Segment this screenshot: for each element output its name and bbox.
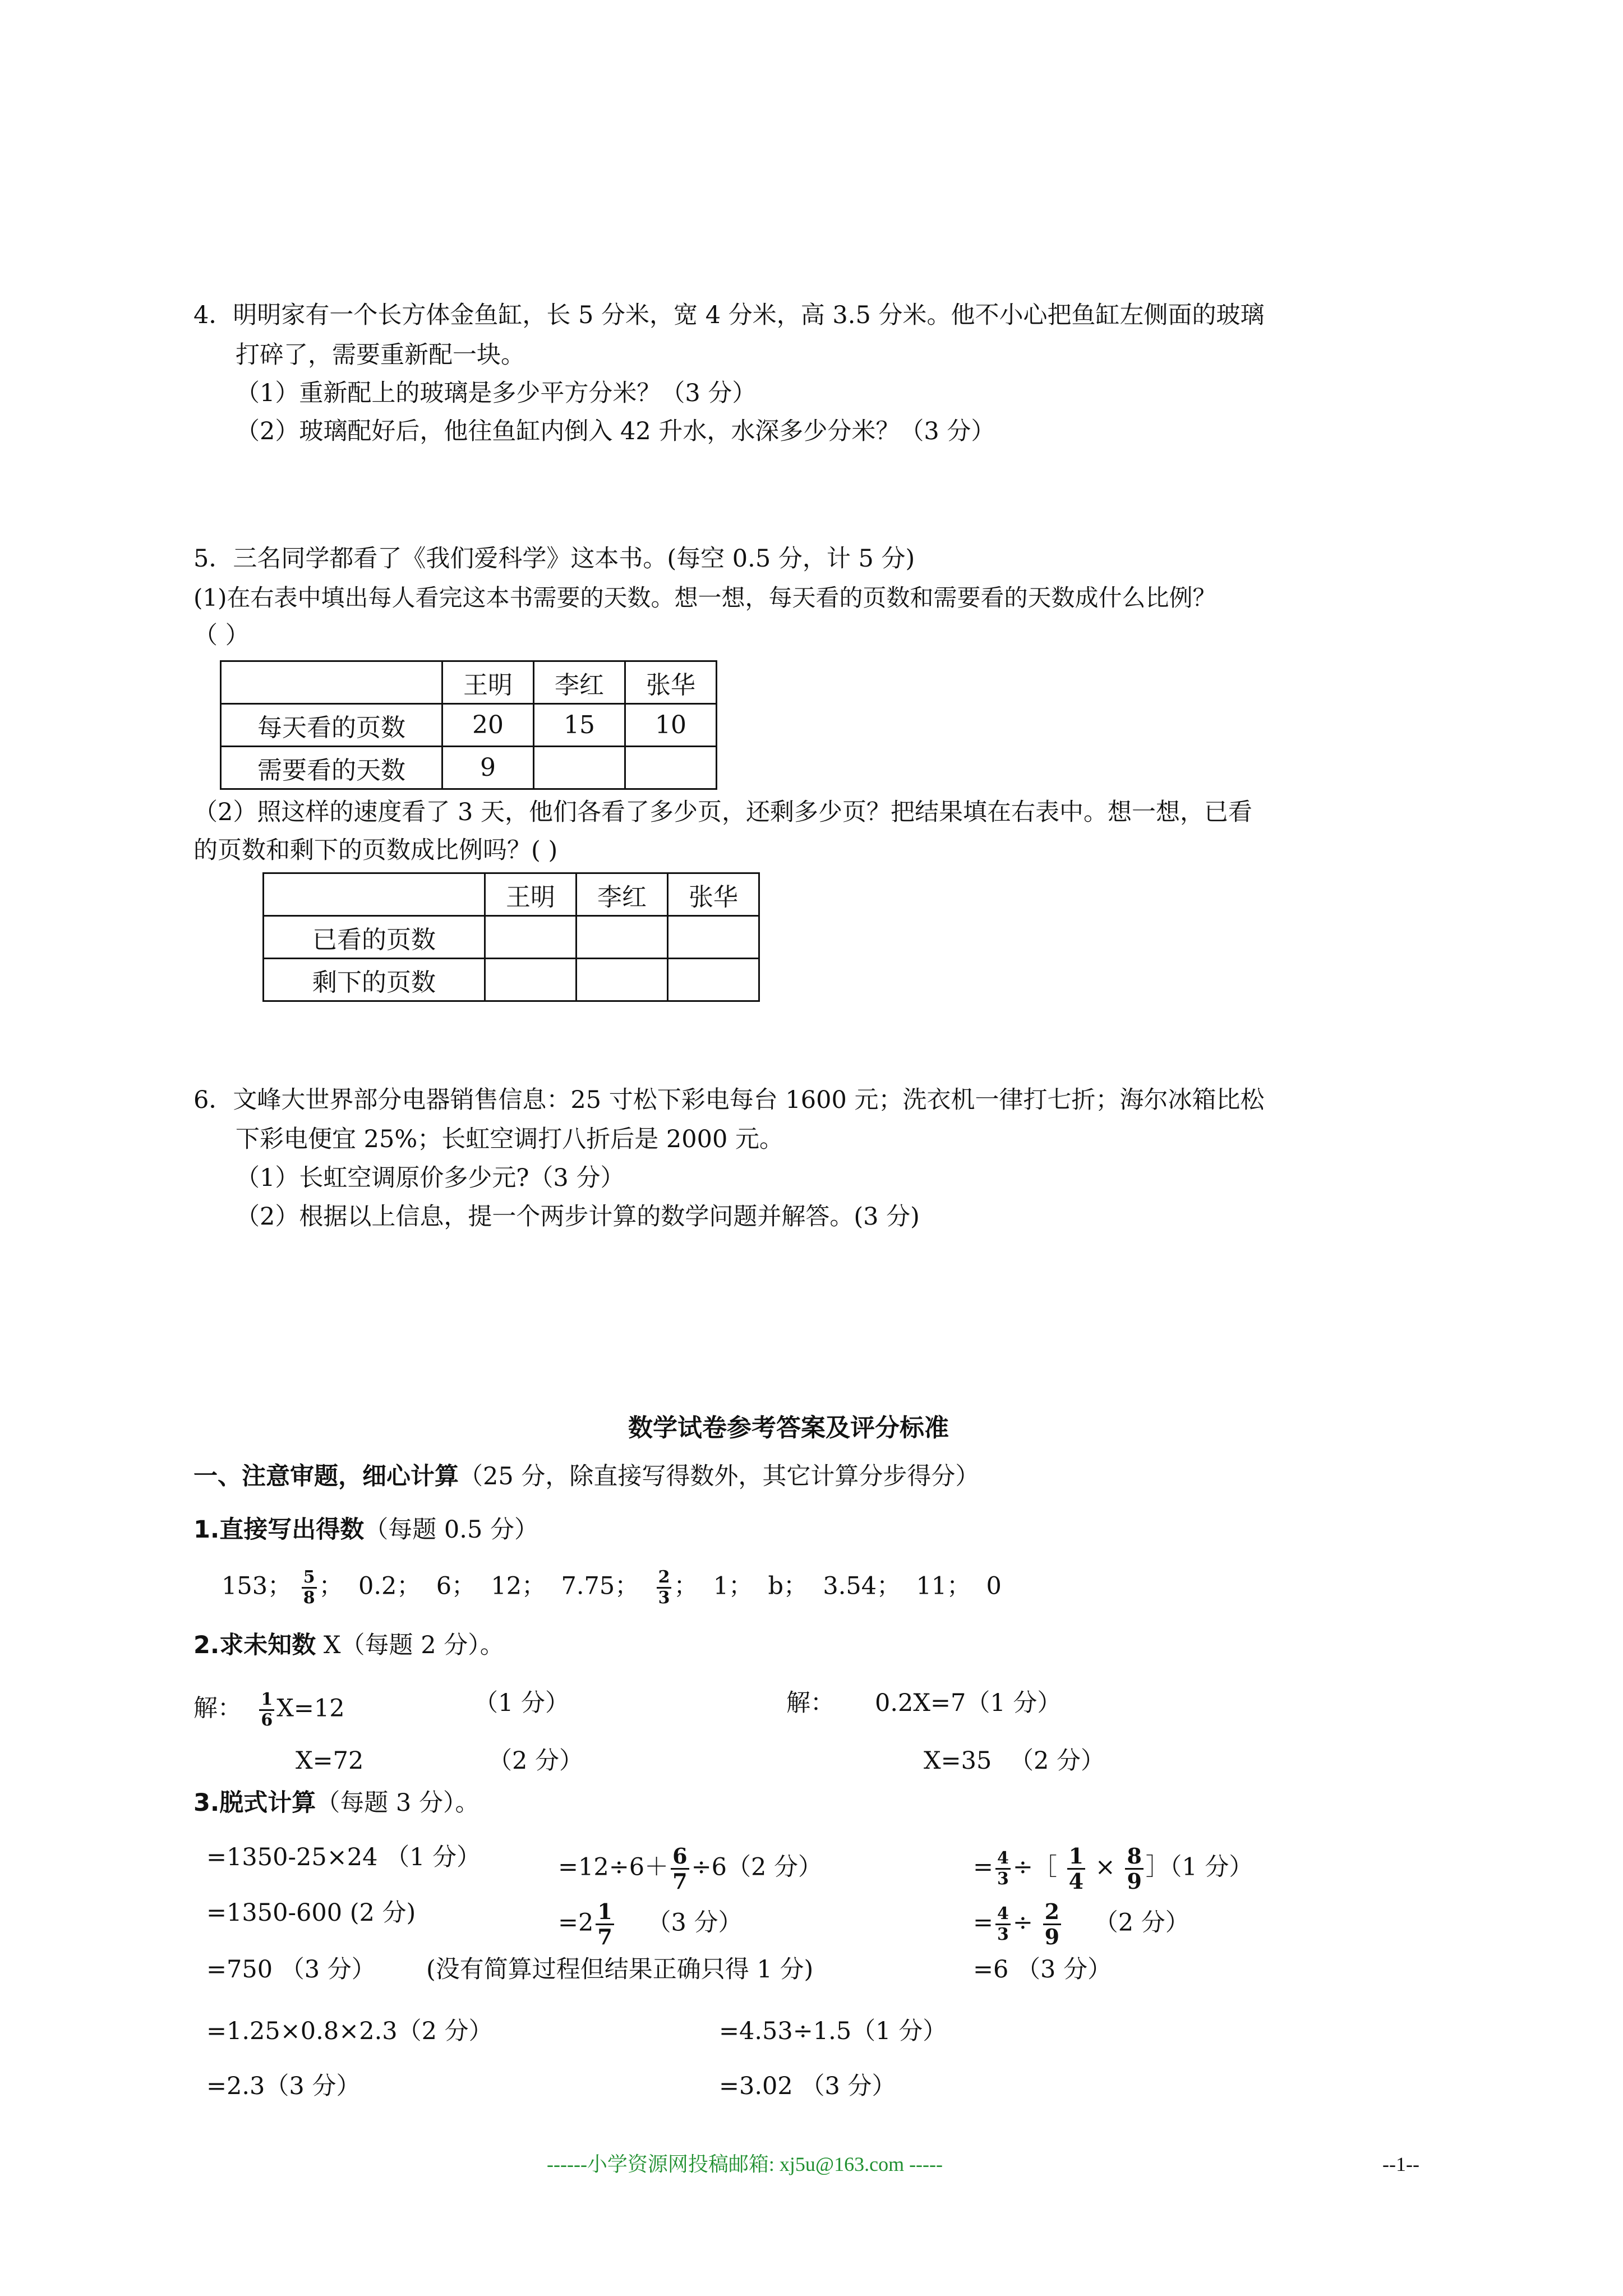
p2-solve2: 解： xyxy=(786,1689,834,1717)
answer-item: b； xyxy=(768,1572,808,1600)
table-cell: 9 xyxy=(442,747,534,789)
p1-heading xyxy=(193,1518,538,1542)
p1-answers xyxy=(222,1569,1002,1607)
answer-item: 153； xyxy=(222,1572,292,1600)
q6-sub2: （2）根据以上信息，提一个两步计算的数学问题并解答。(3 分) xyxy=(236,1203,920,1231)
fraction-1-7: $\frac{1}{7}$ xyxy=(596,1901,614,1948)
p2-answer1: X=72 xyxy=(296,1747,364,1775)
table-cell: 已看的页数 xyxy=(264,916,485,959)
table-cell[interactable] xyxy=(485,959,577,1001)
q4-line1: 4．明明家有一个长方体金鱼缸，长 5 分米，宽 4 分米，高 3.5 分米。他不小心把鱼缸左侧面的玻璃 xyxy=(193,301,1265,329)
section1-heading xyxy=(193,1462,980,1490)
fraction-1-6: $\frac{1}{6}$ xyxy=(259,1691,274,1729)
answer-item: 3.54； xyxy=(823,1572,901,1600)
answer-item: 0.2； xyxy=(358,1572,421,1600)
p3-heading xyxy=(193,1791,479,1815)
p2-eq1-score: （1 分） xyxy=(474,1689,570,1717)
answer-item: 12； xyxy=(491,1572,546,1600)
p3-head: 3.脱式计算 xyxy=(193,1789,316,1817)
table-cell[interactable] xyxy=(625,747,717,789)
table-cell[interactable] xyxy=(485,916,577,959)
table-header-cell: 王明 xyxy=(442,661,534,704)
p2-equation1: 解： $\frac{1}{6}$ X=12 xyxy=(193,1690,345,1730)
q5-part2-line1: （2）照这样的速度看了 3 天，他们各看了多少页，还剩多少页？把结果填在右表中。想一想，已看 xyxy=(193,798,1253,826)
section1-note: （25 分，除直接写得数外，其它计算分步得分） xyxy=(459,1462,980,1490)
answer-item: 1； xyxy=(713,1572,753,1600)
table-cell[interactable] xyxy=(668,916,759,959)
p2-ans1-score: （2 分） xyxy=(488,1747,584,1775)
table-row xyxy=(264,916,759,959)
table-row xyxy=(221,704,717,747)
q5-table2 xyxy=(262,872,760,1002)
q4-line2: 打碎了，需要重新配一块。 xyxy=(236,341,525,369)
table-row xyxy=(264,959,759,1001)
q5-line1: 5．三名同学都看了《我们爱科学》这本书。(每空 0.5 分，计 5 分) xyxy=(193,545,915,573)
calc4-line1: =1.25×0.8×2.3（2 分） xyxy=(206,2017,493,2045)
table-cell[interactable] xyxy=(534,747,625,789)
q6-line1: 6．文峰大世界部分电器销售信息：25 寸松下彩电每台 1600 元；洗衣机一律打七折；海尔冰箱比松 xyxy=(193,1086,1265,1114)
answer-item: 7.75； xyxy=(561,1572,639,1600)
table-cell[interactable] xyxy=(577,959,668,1001)
page-number: --1-- xyxy=(1382,2153,1419,2175)
fraction-2-9: $\frac{2}{9}$ xyxy=(1043,1901,1061,1948)
p2-answer2: X=35 xyxy=(924,1747,992,1775)
p3-note: （每题 3 分）。 xyxy=(316,1789,479,1817)
calc1-line1: =1350-25×24 （1 分） xyxy=(206,1843,481,1871)
calc5-line1: =4.53÷1.5（1 分） xyxy=(719,2017,947,2045)
calc1-line3: =750 （3 分） xyxy=(206,1955,376,1984)
answer-item: ； xyxy=(674,1572,698,1600)
footer-text: ------小学资源网投稿邮箱: xj5u@163.com ----- xyxy=(547,2153,943,2175)
table-cell[interactable] xyxy=(577,916,668,959)
table-cell[interactable] xyxy=(668,959,759,1001)
answer-item: ； xyxy=(319,1572,343,1600)
p2-ans2-score: （2 分） xyxy=(1009,1747,1105,1775)
p2-equation2: 0.2X=7（1 分） xyxy=(875,1689,1062,1717)
fraction-1-4: $\frac{1}{4}$ xyxy=(1067,1846,1085,1892)
p2-note: X（每题 2 分）。 xyxy=(316,1631,504,1659)
q6-line2: 下彩电便宜 25%；长虹空调打八折后是 2000 元。 xyxy=(236,1125,784,1153)
q5-part1-blank: （ ） xyxy=(193,622,250,650)
table-header-cell: 张华 xyxy=(668,873,759,916)
q5-part2-line2: 的页数和剩下的页数成比例吗？( ) xyxy=(193,836,558,864)
calc2-line2: =2 $\frac{1}{7}$ （3 分） xyxy=(558,1899,743,1949)
table-header-cell: 张华 xyxy=(625,661,717,704)
table-cell: 需要看的天数 xyxy=(221,747,442,789)
q6-sub1: （1）长虹空调原价多少元?（3 分） xyxy=(236,1164,625,1192)
calc3-line3: =6 （3 分） xyxy=(973,1955,1112,1984)
table-cell: 15 xyxy=(534,704,625,747)
answer-item: 6； xyxy=(436,1572,476,1600)
fraction-4-3: $\frac{4}{3}$ xyxy=(995,1850,1011,1888)
q5-table1 xyxy=(220,660,717,790)
table-header-cell xyxy=(221,661,442,704)
table-header-cell: 李红 xyxy=(534,661,625,704)
p1-note: （每题 0.5 分） xyxy=(364,1516,538,1544)
p2-head: 2.求未知数 xyxy=(193,1631,316,1659)
answer-item: 11； xyxy=(916,1572,971,1600)
fraction-2-3: $\frac{2}{3}$ xyxy=(657,1569,672,1607)
answers-title: 数学试卷参考答案及评分标准 xyxy=(628,1414,949,1442)
calc1-line2: =1350-600 (2 分) xyxy=(206,1899,416,1927)
fraction-5-8: $\frac{5}{8}$ xyxy=(302,1569,317,1607)
answer-item: 0 xyxy=(986,1572,1002,1600)
calc5-line2: =3.02 （3 分） xyxy=(719,2072,896,2100)
table-header-cell: 李红 xyxy=(577,873,668,916)
p1-head: 1.直接写出得数 xyxy=(193,1516,365,1544)
calc1-note: (没有简算过程但结果正确只得 1 分) xyxy=(426,1955,814,1984)
fraction-8-9: $\frac{8}{9}$ xyxy=(1125,1846,1143,1892)
q5-part1-text: (1)在右表中填出每人看完这本书需要的天数。想一想，每天看的页数和需要看的天数成什么比例？ xyxy=(193,584,1216,611)
q4-sub2: （2）玻璃配好后，他往鱼缸内倒入 42 升水，水深多少分米？（3 分） xyxy=(236,417,995,445)
table-cell: 10 xyxy=(625,704,717,747)
table-cell: 剩下的页数 xyxy=(264,959,485,1001)
calc2-line1: =12÷6＋ $\frac{6}{7}$ ÷6（2 分） xyxy=(558,1843,823,1894)
table-header-cell: 王明 xyxy=(485,873,577,916)
table-cell: 20 xyxy=(442,704,534,747)
table-row xyxy=(221,747,717,789)
calc3-line1: = $\frac{4}{3}$ ÷［ $\frac{1}{4}$ × $\frac{8}{9}$ ］（1 分） xyxy=(973,1843,1253,1894)
table-header-cell xyxy=(264,873,485,916)
calc3-line2: = $\frac{4}{3}$ ÷ $\frac{2}{9}$ （2 分） xyxy=(973,1899,1189,1949)
calc4-line2: =2.3（3 分） xyxy=(206,2072,361,2100)
fraction-6-7: $\frac{6}{7}$ xyxy=(671,1846,689,1892)
p2-heading xyxy=(193,1631,504,1659)
fraction-4-3: $\frac{4}{3}$ xyxy=(995,1906,1011,1943)
table-cell: 每天看的页数 xyxy=(221,704,442,747)
section1-head: 一、注意审题，细心计算 xyxy=(193,1462,459,1490)
q4-sub1: （1）重新配上的玻璃是多少平方分米？（3 分） xyxy=(236,379,757,407)
